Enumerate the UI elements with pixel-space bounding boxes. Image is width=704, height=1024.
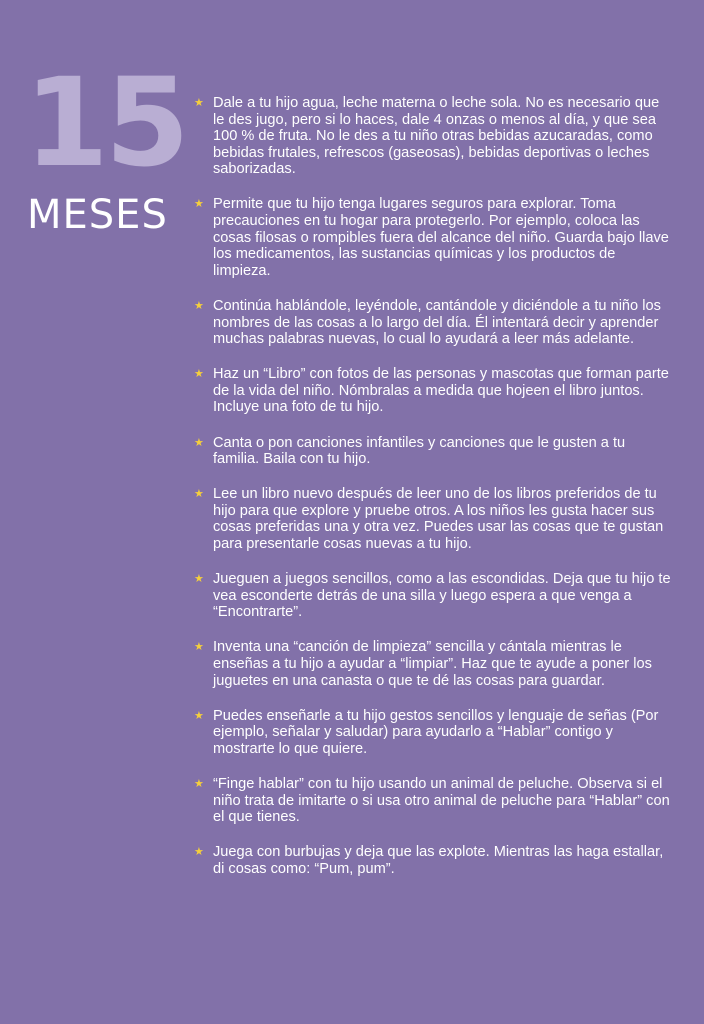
star-icon: ★ xyxy=(194,299,204,312)
star-icon: ★ xyxy=(194,198,204,211)
tip-item xyxy=(194,486,674,552)
tip-text: Permite que tu hijo tenga lugares seguros para explorar. Toma precauciones en tu hogar para protegerlo. Por ejemplo, coloca las cosas filosas o rompibles fuera del alcance del niño. Guarda bajo llave los medicamentos, las sustancias químicas y los productos de limpieza. xyxy=(213,196,669,279)
tip-text: Continúa hablándole, leyéndole, cantándole y diciéndole a tu niño los nombres de las cosas a lo largo del día. Él intentará decir y aprender muchas palabras nuevas, lo cual lo ayudará a leer más adelante. xyxy=(213,297,661,348)
tip-item xyxy=(194,196,674,279)
star-icon: ★ xyxy=(194,573,204,586)
tip-item xyxy=(194,639,674,689)
tip-item xyxy=(194,95,674,178)
star-icon: ★ xyxy=(194,97,204,109)
tip-item xyxy=(194,366,674,416)
tips-list xyxy=(194,95,674,896)
tip-item xyxy=(194,435,674,468)
tip-text: “Finge hablar” con tu hijo usando un animal de peluche. Observa si el niño trata de imitarte o si usa otro animal de peluche para “Hablar” con el que tienes. xyxy=(213,775,670,826)
tip-text: Puedes enseñarle a tu hijo gestos sencillos y lenguaje de señas (Por ejemplo, señalar y saludar) para ayudarlo a “Hablar” contigo y mostrarte lo que quiere. xyxy=(213,707,659,757)
tip-text: Dale a tu hijo agua, leche materna o leche sola. No es necesario que le des jugo, pero si lo haces, dale 4 onzas o menos al día, y que sea 100 % de fruta. No le des a tu niño otras bebidas azucaradas, como bebidas frutales, refrescos (gaseosas), bebidas deportivas o leches saborizadas. xyxy=(213,95,660,178)
tip-text: Inventa una “canción de limpieza” sencilla y cántala mientras le enseñas a tu hijo a ayudar a “limpiar”. Haz que te ayude a poner los juguetes en una canasta o que te dé las cosas para guardar. xyxy=(213,639,652,689)
star-icon: ★ xyxy=(194,777,204,790)
tip-item xyxy=(194,844,674,877)
tip-item xyxy=(194,708,674,758)
star-icon: ★ xyxy=(194,846,204,859)
age-unit-label: MESES xyxy=(27,192,168,238)
tip-text: Juega con burbujas y deja que las explote. Mientras las haga estallar, di cosas como: “Pum, pum”. xyxy=(213,844,664,877)
tip-text: Canta o pon canciones infantiles y canciones que le gusten a tu familia. Baila con tu hijo. xyxy=(213,434,626,468)
star-icon: ★ xyxy=(194,436,204,449)
tip-item xyxy=(194,571,674,621)
star-icon: ★ xyxy=(194,641,204,654)
star-icon: ★ xyxy=(194,488,204,501)
tip-text: Haz un “Libro” con fotos de las personas y mascotas que forman parte de la vida del niño. Nómbralas a medida que hojeen el libro juntos. Incluye una foto de tu hijo. xyxy=(213,366,669,416)
tip-text: Jueguen a juegos sencillos, como a las escondidas. Deja que tu hijo te vea esconderte detrás de una silla y luego espera a que venga a “Encontrarte”. xyxy=(213,571,671,621)
star-icon: ★ xyxy=(194,709,204,722)
tip-text: Lee un libro nuevo después de leer uno de los libros preferidos de tu hijo para que explore y pruebe otros. A los niños les gusta hacer sus cosas preferidas una y otra vez. Puedes usar las cosas que te gustan para presentarle cosas nuevas a tu hijo. xyxy=(213,486,664,552)
tip-item xyxy=(194,776,674,826)
tip-item xyxy=(194,298,674,348)
star-icon: ★ xyxy=(194,368,204,381)
age-number: 15 xyxy=(24,52,186,194)
